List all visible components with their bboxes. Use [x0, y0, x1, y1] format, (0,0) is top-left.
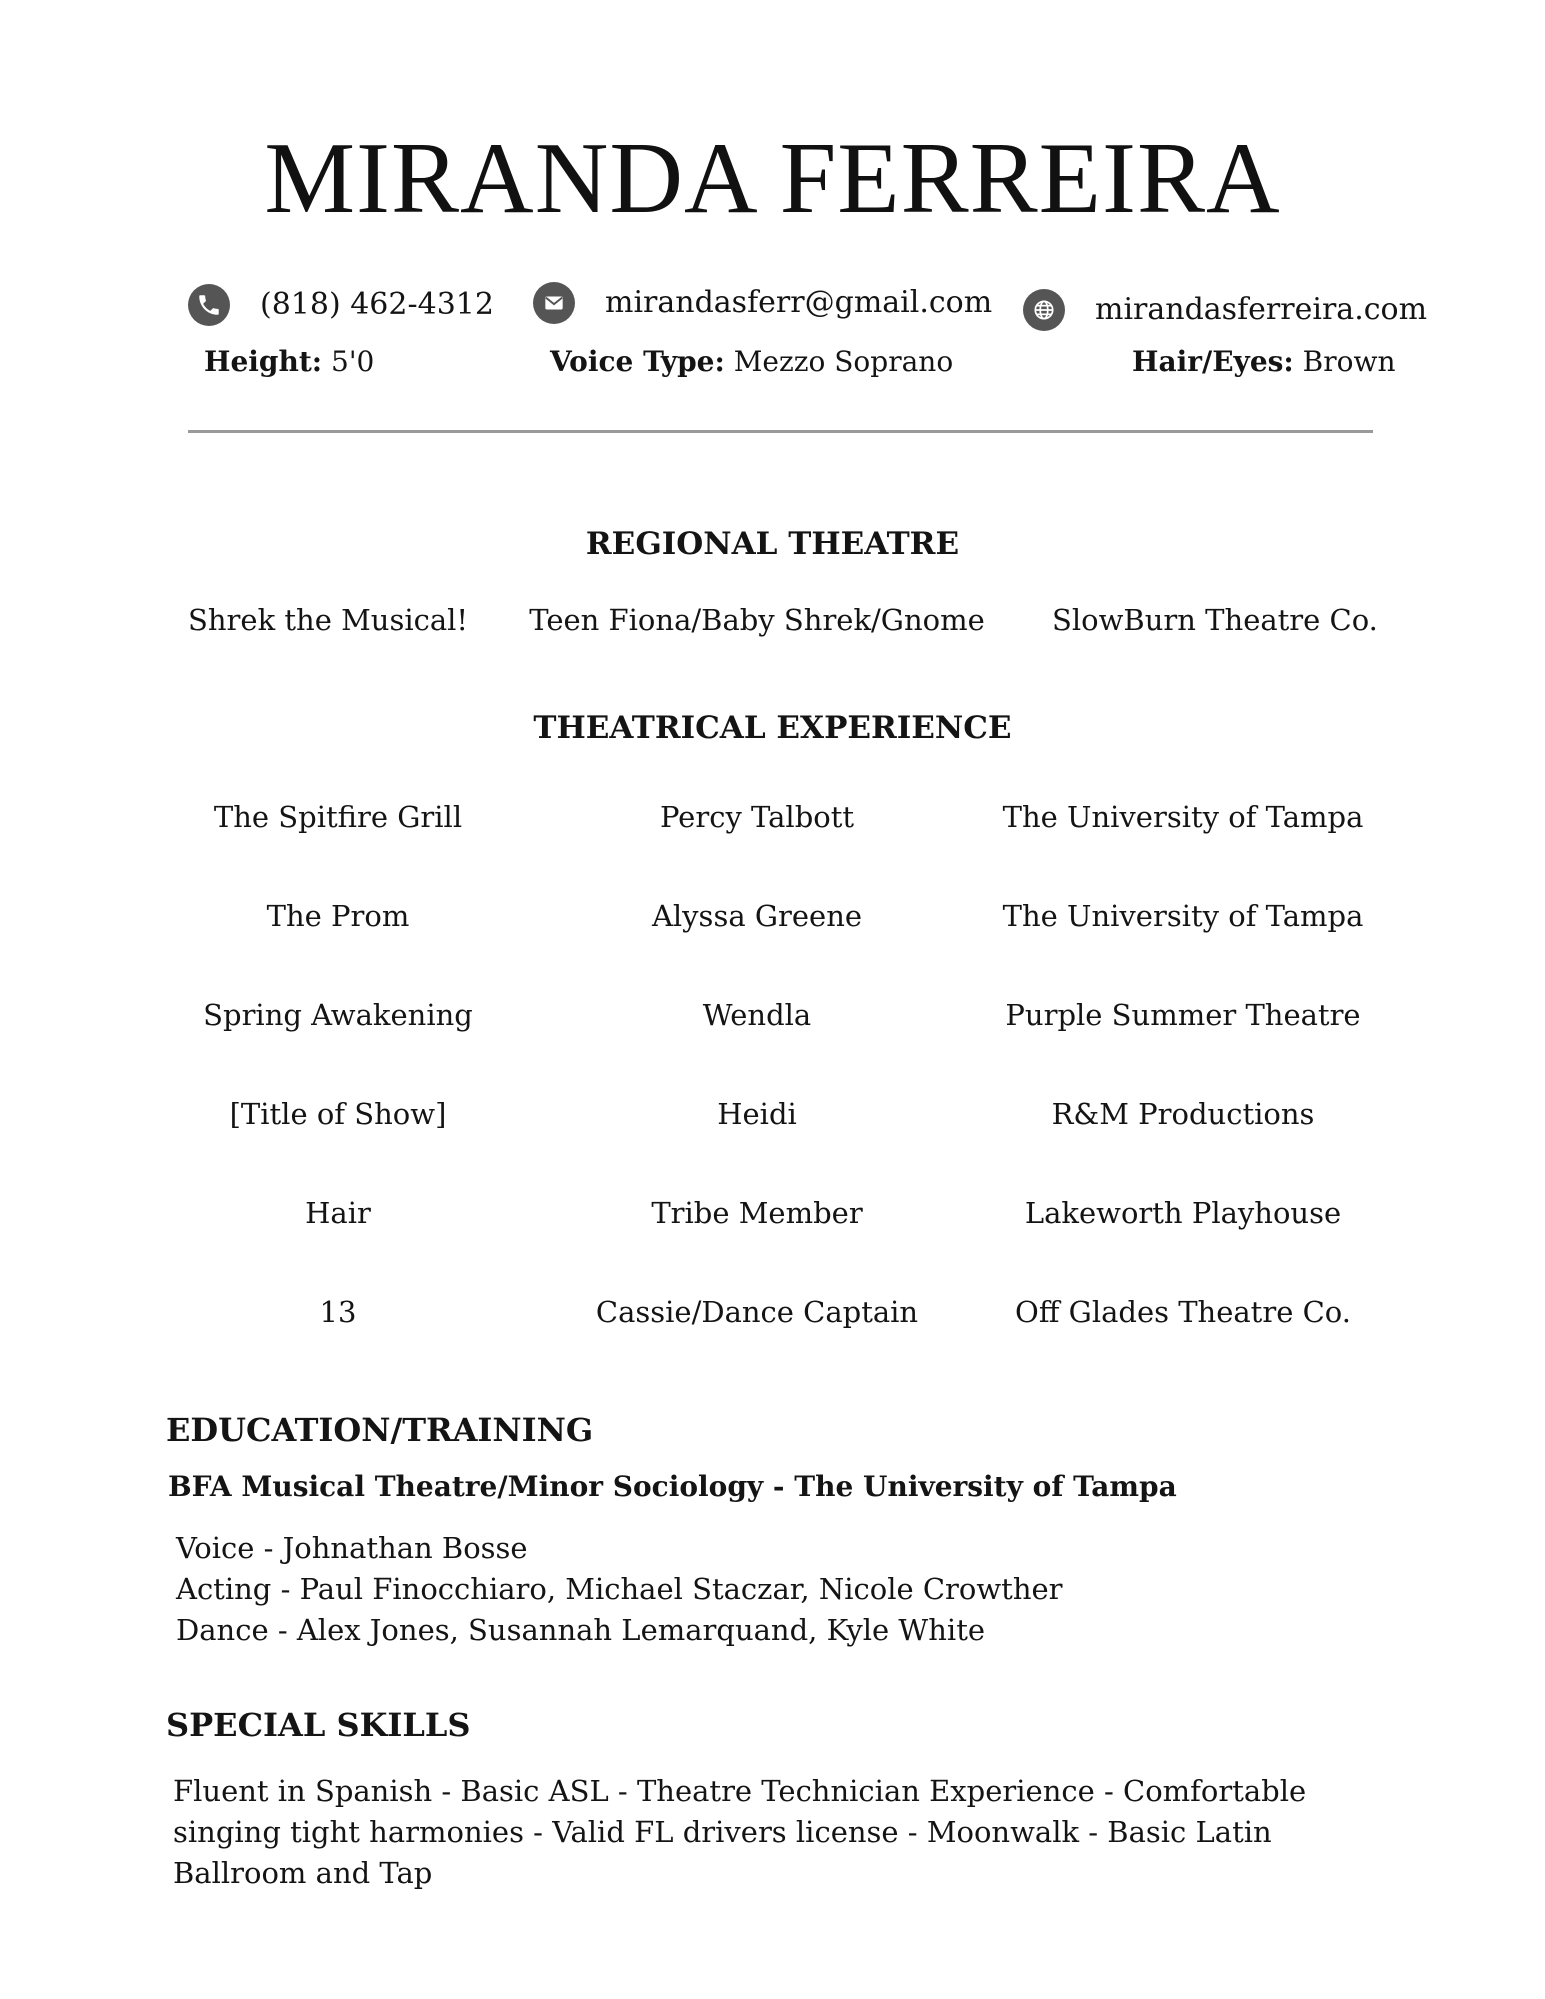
education-heading: EDUCATION/TRAINING — [166, 1411, 594, 1449]
phone-contact[interactable] — [188, 284, 494, 326]
theatrical-role: Cassie/Dance Captain — [595, 1295, 919, 1329]
training-line: Dance - Alex Jones, Susannah Lemarquand, Kyle White — [176, 1613, 986, 1647]
theatrical-role: Alyssa Greene — [651, 899, 863, 933]
website-url: mirandasferreira.com — [1095, 292, 1428, 327]
theatrical-company: The University of Tampa — [1002, 800, 1364, 834]
email-address: mirandasferr@gmail.com — [605, 285, 993, 320]
theatrical-show: 13 — [319, 1295, 357, 1329]
email-contact[interactable] — [533, 282, 992, 324]
special-skills-heading: SPECIAL SKILLS — [166, 1706, 471, 1744]
theatrical-company: Off Glades Theatre Co. — [1015, 1295, 1351, 1329]
voice-type-attribute — [550, 345, 954, 378]
theatrical-role: Tribe Member — [651, 1196, 863, 1230]
actor-name: MIRANDA FERREIRA — [264, 122, 1281, 235]
theatrical-show: The Prom — [266, 899, 410, 933]
website-contact[interactable] — [1023, 289, 1427, 331]
header-divider — [188, 430, 1373, 433]
theatrical-company: R&M Productions — [1051, 1097, 1315, 1131]
phone-number: (818) 462-4312 — [260, 287, 494, 322]
training-line: Acting - Paul Finocchiaro, Michael Staczar, Nicole Crowther — [176, 1572, 1063, 1606]
hair-eyes-value: Brown — [1302, 345, 1396, 378]
hair-eyes-attribute — [1132, 345, 1396, 378]
theatrical-company: The University of Tampa — [1002, 899, 1364, 933]
regional-company: SlowBurn Theatre Co. — [1052, 603, 1378, 637]
theatrical-role: Percy Talbott — [659, 800, 855, 834]
theatrical-show: Spring Awakening — [203, 998, 473, 1032]
regional-show: Shrek the Musical! — [188, 603, 469, 637]
training-line: Voice - Johnathan Bosse — [176, 1531, 528, 1565]
voice-type-label: Voice Type: — [550, 345, 725, 378]
theatrical-experience-heading: THEATRICAL EXPERIENCE — [533, 710, 1012, 746]
height-value: 5'0 — [331, 345, 375, 378]
voice-type-value: Mezzo Soprano — [733, 345, 954, 378]
theatrical-role: Wendla — [702, 998, 812, 1032]
theatrical-show: The Spitfire Grill — [213, 800, 463, 834]
envelope-icon — [533, 282, 575, 324]
special-skills-text: Fluent in Spanish - Basic ASL - Theatre Technician Experience - Comfortable singing tight harmonies - Valid FL drivers license - Moonwalk - Basic Latin Ballroom and Tap — [173, 1774, 1307, 1890]
theatrical-show: [Title of Show] — [229, 1097, 447, 1131]
theatrical-company: Purple Summer Theatre — [1005, 998, 1361, 1032]
globe-icon — [1023, 289, 1065, 331]
regional-role: Teen Fiona/Baby Shrek/Gnome — [529, 603, 985, 637]
hair-eyes-label: Hair/Eyes: — [1132, 345, 1294, 378]
degree-line: BFA Musical Theatre/Minor Sociology - The University of Tampa — [168, 1470, 1177, 1503]
theatrical-role: Heidi — [717, 1097, 797, 1131]
theatrical-company: Lakeworth Playhouse — [1024, 1196, 1342, 1230]
phone-icon — [188, 284, 230, 326]
height-label: Height: — [204, 345, 323, 378]
height-attribute — [204, 345, 375, 378]
regional-theatre-heading: REGIONAL THEATRE — [585, 526, 960, 562]
theatrical-show: Hair — [305, 1196, 371, 1230]
